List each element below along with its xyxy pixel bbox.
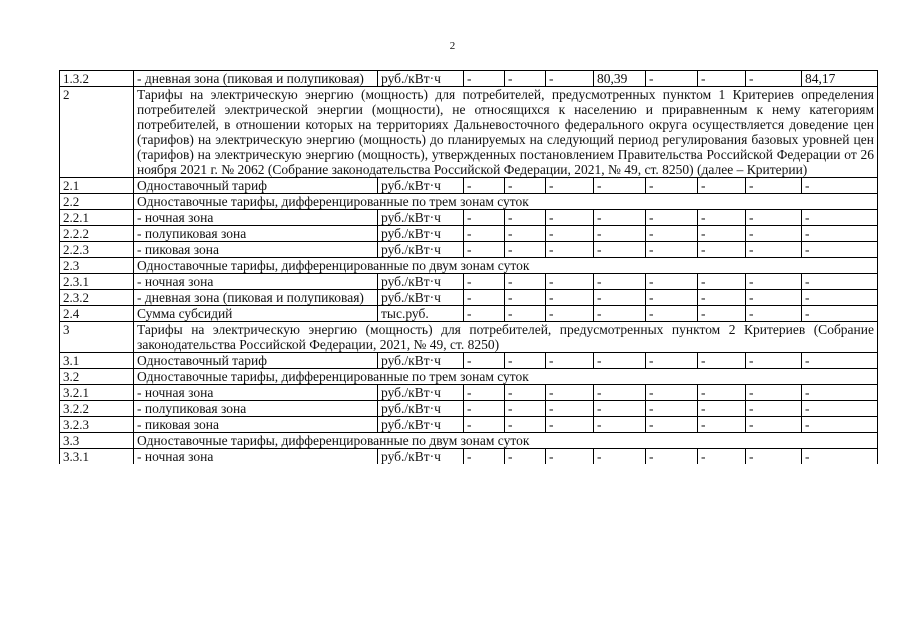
section-title: Одноставочные тарифы, дифференцированные по трем зонам суток: [134, 194, 878, 210]
value-cell: -: [464, 306, 505, 322]
unit-cell: руб./кВт·ч: [378, 353, 464, 369]
row-number: 2.1: [60, 178, 134, 194]
value-cell: -: [746, 401, 802, 417]
value-cell: -: [746, 290, 802, 306]
row-number: 1.3.2: [60, 71, 134, 87]
row-number: 3.2.2: [60, 401, 134, 417]
value-cell: -: [698, 274, 746, 290]
value-cell: -: [698, 71, 746, 87]
value-cell: -: [464, 449, 505, 465]
value-cell: -: [594, 178, 646, 194]
value-cell: -: [646, 417, 698, 433]
value-cell: -: [546, 449, 594, 465]
value-cell: -: [464, 417, 505, 433]
value-cell: -: [505, 274, 546, 290]
table-row: [60, 274, 878, 290]
section-row: [60, 87, 878, 178]
value-cell: -: [802, 178, 878, 194]
value-cell: -: [594, 242, 646, 258]
value-cell: -: [698, 210, 746, 226]
section-row: [60, 369, 878, 385]
value-cell: -: [746, 274, 802, 290]
table-row: [60, 290, 878, 306]
value-cell: -: [546, 417, 594, 433]
value-cell: -: [594, 306, 646, 322]
unit-cell: руб./кВт·ч: [378, 417, 464, 433]
value-cell: -: [594, 417, 646, 433]
value-cell: -: [505, 71, 546, 87]
row-name: Сумма субсидий: [134, 306, 378, 322]
value-cell: -: [646, 401, 698, 417]
value-cell: -: [464, 71, 505, 87]
value-cell: -: [546, 385, 594, 401]
value-cell: -: [646, 306, 698, 322]
value-cell: -: [546, 210, 594, 226]
value-cell: -: [464, 353, 505, 369]
row-name: - ночная зона: [134, 449, 378, 465]
value-cell: -: [594, 353, 646, 369]
row-name: - ночная зона: [134, 385, 378, 401]
unit-cell: руб./кВт·ч: [378, 226, 464, 242]
value-cell: -: [505, 385, 546, 401]
value-cell: -: [464, 385, 505, 401]
value-cell: -: [646, 353, 698, 369]
unit-cell: руб./кВт·ч: [378, 449, 464, 465]
row-number: 3.2: [60, 369, 134, 385]
section-title: Тарифы на электрическую энергию (мощность) для потребителей, предусмотренных пунктом 1 Критериев определения потребителей электрической энергии (мощности), не относящихся к населению и приравненным к нему категориям потребителей, в отношении которых на территориях Дальневосточного федерального округа осуществляется доведение цен (тарифов) на электрическую энергию (мощность) до планируемых на следующий период регулирования базовых уровней цен (тарифов) на электрическую энергию (мощность), утвержденных постановлением Правительства Российской Федерации от 26 ноября 2021 г. № 2062 (Собрание законодательства Российской Федерации, 2021, № 49, ст. 8250) (далее – Критерии): [134, 87, 878, 178]
value-cell: -: [698, 385, 746, 401]
value-cell: -: [505, 178, 546, 194]
row-name: Одноставочный тариф: [134, 353, 378, 369]
value-cell: 84,17: [802, 71, 878, 87]
row-name: - ночная зона: [134, 274, 378, 290]
section-row: [60, 258, 878, 274]
value-cell: -: [505, 449, 546, 465]
value-cell: -: [646, 385, 698, 401]
value-cell: -: [646, 210, 698, 226]
row-number: 2.3.2: [60, 290, 134, 306]
value-cell: -: [464, 290, 505, 306]
section-row: [60, 322, 878, 353]
table-row: [60, 417, 878, 433]
row-name: - полупиковая зона: [134, 401, 378, 417]
value-cell: -: [746, 417, 802, 433]
row-number: 3.2.3: [60, 417, 134, 433]
unit-cell: руб./кВт·ч: [378, 178, 464, 194]
value-cell: -: [698, 353, 746, 369]
value-cell: -: [646, 242, 698, 258]
tariff-table: [59, 70, 878, 464]
value-cell: 80,39: [594, 71, 646, 87]
value-cell: -: [746, 71, 802, 87]
table-row: [60, 178, 878, 194]
table-row: [60, 401, 878, 417]
value-cell: -: [505, 306, 546, 322]
value-cell: -: [546, 401, 594, 417]
unit-cell: руб./кВт·ч: [378, 242, 464, 258]
unit-cell: руб./кВт·ч: [378, 210, 464, 226]
unit-cell: руб./кВт·ч: [378, 274, 464, 290]
value-cell: -: [802, 353, 878, 369]
value-cell: -: [698, 401, 746, 417]
value-cell: -: [646, 274, 698, 290]
value-cell: -: [646, 226, 698, 242]
value-cell: -: [698, 449, 746, 465]
unit-cell: тыс.руб.: [378, 306, 464, 322]
value-cell: -: [746, 210, 802, 226]
section-title: Одноставочные тарифы, дифференцированные по двум зонам суток: [134, 258, 878, 274]
row-number: 2.3: [60, 258, 134, 274]
row-number: 2.2: [60, 194, 134, 210]
value-cell: -: [646, 449, 698, 465]
value-cell: -: [505, 401, 546, 417]
value-cell: -: [546, 226, 594, 242]
row-name: Одноставочный тариф: [134, 178, 378, 194]
value-cell: -: [698, 290, 746, 306]
row-number: 2.2.2: [60, 226, 134, 242]
row-number: 3.3: [60, 433, 134, 449]
row-name: - полупиковая зона: [134, 226, 378, 242]
unit-cell: руб./кВт·ч: [378, 71, 464, 87]
value-cell: -: [594, 401, 646, 417]
value-cell: -: [802, 274, 878, 290]
row-name: - пиковая зона: [134, 417, 378, 433]
value-cell: -: [802, 242, 878, 258]
value-cell: -: [646, 290, 698, 306]
value-cell: -: [464, 274, 505, 290]
value-cell: -: [594, 449, 646, 465]
value-cell: -: [802, 290, 878, 306]
value-cell: -: [698, 178, 746, 194]
value-cell: -: [698, 417, 746, 433]
value-cell: -: [802, 449, 878, 465]
value-cell: -: [594, 226, 646, 242]
value-cell: -: [802, 210, 878, 226]
section-title: Тарифы на электрическую энергию (мощность) для потребителей, предусмотренных пунктом 2 Критериев (Собрание законодательства Российской Федерации, 2021, № 49, ст. 8250): [134, 322, 878, 353]
section-title: Одноставочные тарифы, дифференцированные по двум зонам суток: [134, 433, 878, 449]
value-cell: -: [746, 449, 802, 465]
unit-cell: руб./кВт·ч: [378, 290, 464, 306]
table-row: [60, 210, 878, 226]
value-cell: -: [505, 353, 546, 369]
value-cell: -: [698, 306, 746, 322]
row-number: 2.4: [60, 306, 134, 322]
value-cell: -: [546, 290, 594, 306]
table-body: [60, 71, 878, 465]
table-row: [60, 385, 878, 401]
value-cell: -: [505, 417, 546, 433]
value-cell: -: [464, 226, 505, 242]
row-number: 3.2.1: [60, 385, 134, 401]
value-cell: -: [746, 385, 802, 401]
value-cell: -: [546, 71, 594, 87]
value-cell: -: [802, 226, 878, 242]
table-row: [60, 242, 878, 258]
value-cell: -: [546, 274, 594, 290]
section-row: [60, 194, 878, 210]
row-name: - дневная зона (пиковая и полупиковая): [134, 290, 378, 306]
row-number: 3: [60, 322, 134, 353]
unit-cell: руб./кВт·ч: [378, 401, 464, 417]
value-cell: -: [546, 306, 594, 322]
value-cell: -: [464, 242, 505, 258]
value-cell: -: [698, 242, 746, 258]
value-cell: -: [594, 290, 646, 306]
unit-cell: руб./кВт·ч: [378, 385, 464, 401]
value-cell: -: [646, 178, 698, 194]
value-cell: -: [505, 290, 546, 306]
value-cell: -: [802, 306, 878, 322]
value-cell: -: [594, 274, 646, 290]
value-cell: -: [546, 178, 594, 194]
row-number: 3.3.1: [60, 449, 134, 465]
table-row: [60, 306, 878, 322]
value-cell: -: [746, 353, 802, 369]
row-number: 2.2.3: [60, 242, 134, 258]
value-cell: -: [464, 210, 505, 226]
page-number: 2: [449, 40, 456, 52]
value-cell: -: [546, 242, 594, 258]
value-cell: -: [746, 178, 802, 194]
table-row: [60, 71, 878, 87]
row-number: 3.1: [60, 353, 134, 369]
value-cell: -: [698, 226, 746, 242]
value-cell: -: [505, 242, 546, 258]
value-cell: -: [546, 353, 594, 369]
row-name: - дневная зона (пиковая и полупиковая): [134, 71, 378, 87]
value-cell: -: [802, 417, 878, 433]
row-number: 2.3.1: [60, 274, 134, 290]
value-cell: -: [464, 401, 505, 417]
section-title: Одноставочные тарифы, дифференцированные по трем зонам суток: [134, 369, 878, 385]
value-cell: -: [594, 210, 646, 226]
section-row: [60, 433, 878, 449]
value-cell: -: [646, 71, 698, 87]
value-cell: -: [746, 242, 802, 258]
value-cell: -: [802, 401, 878, 417]
value-cell: -: [505, 226, 546, 242]
row-number: 2: [60, 87, 134, 178]
value-cell: -: [464, 178, 505, 194]
table-row: [60, 449, 878, 465]
value-cell: -: [802, 385, 878, 401]
table-row: [60, 353, 878, 369]
value-cell: -: [746, 226, 802, 242]
table-row: [60, 226, 878, 242]
row-name: - ночная зона: [134, 210, 378, 226]
value-cell: -: [594, 385, 646, 401]
row-name: - пиковая зона: [134, 242, 378, 258]
value-cell: -: [746, 306, 802, 322]
value-cell: -: [505, 210, 546, 226]
row-number: 2.2.1: [60, 210, 134, 226]
